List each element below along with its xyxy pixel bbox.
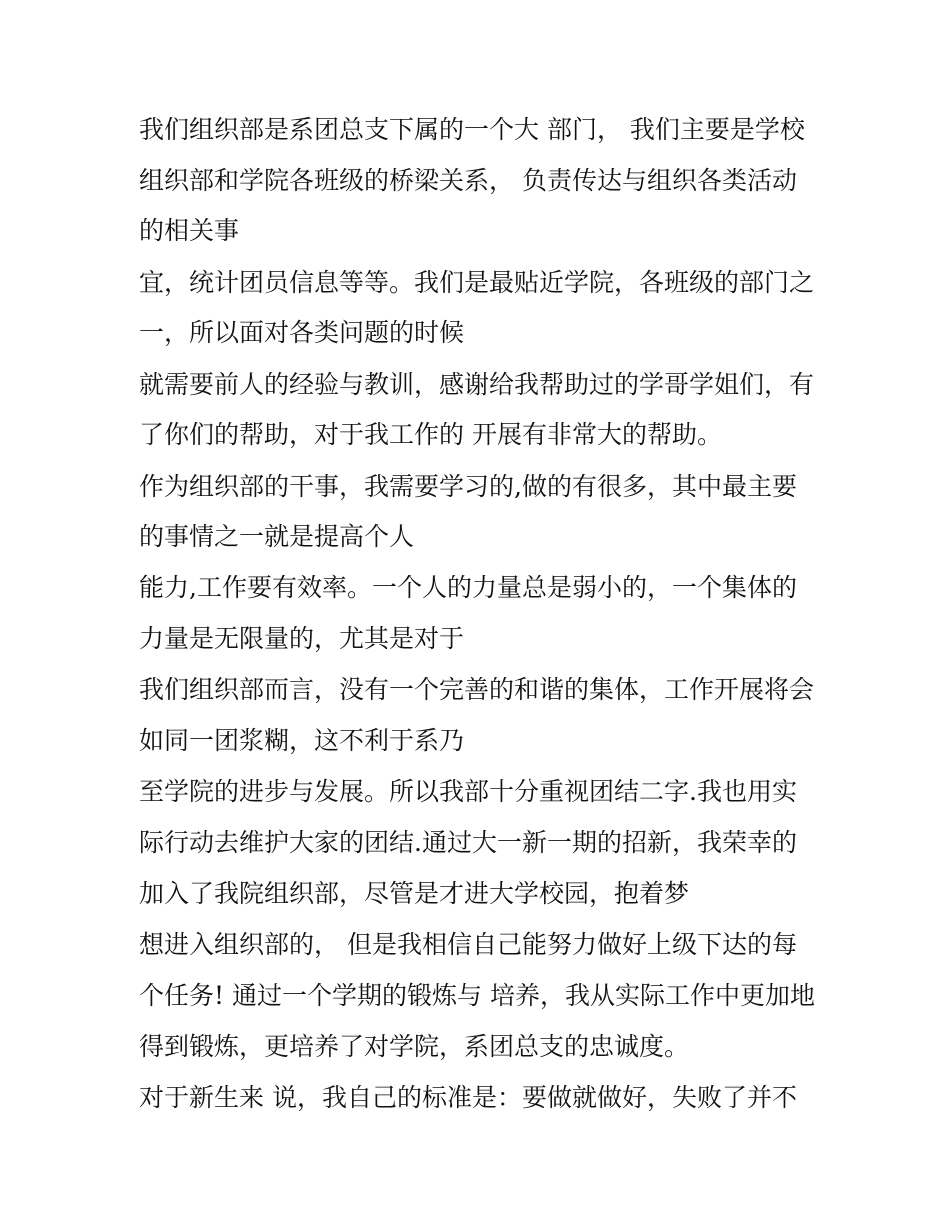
text-line: 作为组织部的干事，我需要学习的,做的有很多，其中最主要 bbox=[139, 472, 797, 501]
text-line: 我们组织部是系团总支下属的一个大 部门， 我们主要是学校 bbox=[139, 115, 805, 144]
text-line: 个任务! 通过一个学期的锻炼与 培养，我从实际工作中更加地 bbox=[139, 981, 815, 1010]
text-line: 我们组织部而言，没有一个完善的和谐的集体，工作开展将会 bbox=[139, 675, 815, 704]
text-line: 际行动去维护大家的团结.通过大一新一期的招新，我荣幸的 bbox=[139, 828, 797, 857]
text-line: 一，所以面对各类问题的时候 bbox=[139, 318, 465, 347]
text-line: 宜，统计团员信息等等。我们是最贴近学院，各班级的部门之 bbox=[139, 268, 815, 297]
text-line: 就需要前人的经验与教训，感谢给我帮助过的学哥学姐们，有 bbox=[139, 370, 815, 399]
text-line: 对于新生来 说，我自己的标准是：要做就做好，失败了并不 bbox=[139, 1083, 797, 1112]
text-line: 的事情之一就是提高个人 bbox=[139, 522, 415, 551]
text-line: 力量是无限量的，尤其是对于 bbox=[139, 624, 465, 653]
text-line: 组织部和学院各班级的桥梁关系， 负责传达与组织各类活动 bbox=[139, 166, 797, 195]
text-line: 了你们的帮助，对于我工作的 开展有非常大的帮助。 bbox=[139, 420, 722, 449]
text-line: 加入了我院组织部，尽管是才进大学校园，抱着梦 bbox=[139, 879, 690, 908]
text-line: 如同一团浆糊，这不利于系乃 bbox=[139, 726, 465, 755]
text-line: 至学院的进步与发展。所以我部十分重视团结二字.我也用实 bbox=[139, 777, 797, 806]
text-line: 的相关事 bbox=[139, 216, 240, 245]
text-line: 想进入组织部的， 但是我相信自己能努力做好上级下达的每 bbox=[139, 930, 797, 959]
text-line: 能力,工作要有效率。一个人的力量总是弱小的，一个集体的 bbox=[139, 573, 797, 602]
text-line: 得到锻炼，更培养了对学院，系团总支的忠诚度。 bbox=[139, 1032, 690, 1061]
